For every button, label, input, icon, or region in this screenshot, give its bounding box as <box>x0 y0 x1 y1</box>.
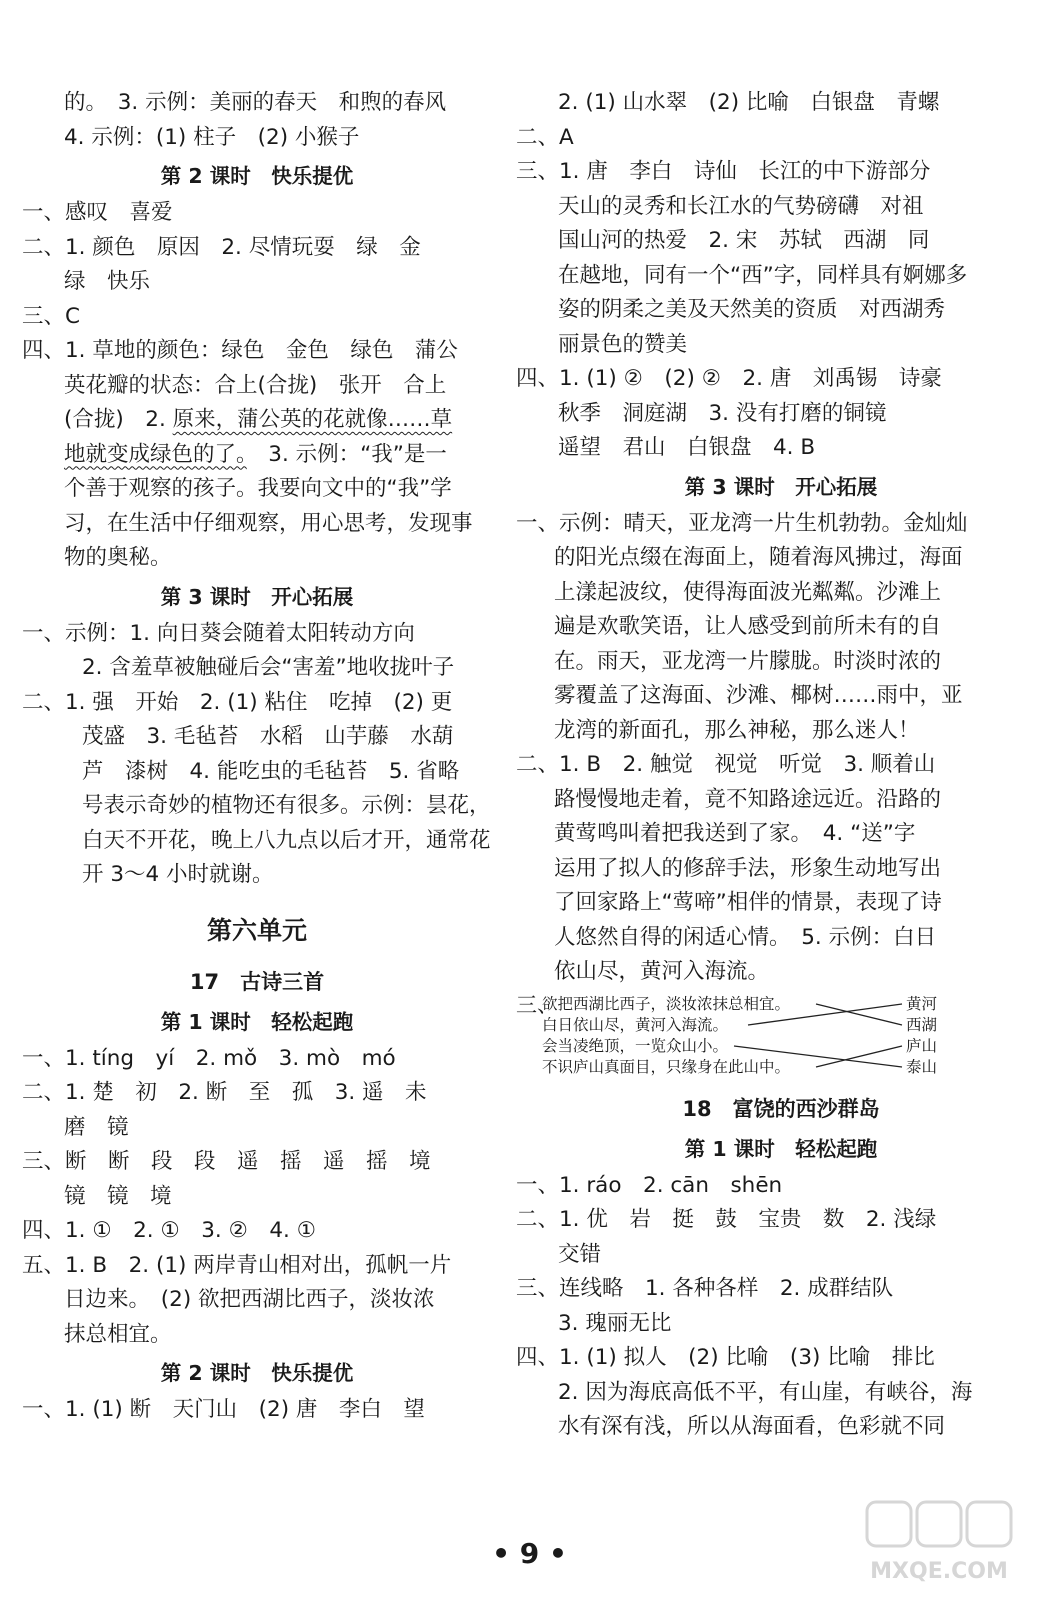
lesson-title: 18 富饶的西沙群岛 <box>682 1096 880 1121</box>
section-heading: 第 1 课时 轻松起跑 <box>684 1136 878 1161</box>
text-line: 在越地，同有一个“西”字，同样具有婀娜多 <box>558 262 968 288</box>
text-line: 个善于观察的孩子。我要向文中的“我”学 <box>64 476 452 501</box>
text-line: 人悠然自得的闲适心情。 5. 示例：白日 <box>554 924 937 950</box>
text-line: 日边来。 (2) 欲把西湖比西子，淡妆浓 <box>64 1287 435 1312</box>
section-heading: 第 1 课时 轻松起跑 <box>160 1009 354 1034</box>
text-line: 二、1. 颜色 原因 2. 尽情玩耍 绿 金 <box>22 234 421 260</box>
text-line: 四、1. ① 2. ① 3. ② 4. ① <box>22 1218 316 1243</box>
page-number: • 9 • <box>492 1537 567 1570</box>
text-line: 天山的灵秀和长江水的气势磅礴 对祖 <box>558 193 924 219</box>
text-line: 三、C <box>22 303 81 329</box>
text-line: 姿的阴柔之美及天然美的资质 对西湖秀 <box>558 297 946 322</box>
watermark-logo <box>849 1494 1029 1594</box>
match-lines <box>516 992 956 1080</box>
text-line: 路慢慢地走着，竟不知路途远近。沿路的 <box>554 786 942 812</box>
text-line: 在。雨天，亚龙湾一片朦胧。时淡时浓的 <box>554 648 942 674</box>
text-span: 3. 示例：“我”是一 <box>246 441 447 467</box>
text-line: 一、示例：1. 向日葵会随着太阳转动方向 <box>22 620 415 646</box>
text-line: 三、连线略 1. 各种各样 2. 成群结队 <box>516 1276 894 1301</box>
text-line: 磨 镜 <box>64 1114 129 1140</box>
watermark-text: MXQE.COM <box>870 1559 1008 1584</box>
right-column <box>516 86 1046 1445</box>
text-line: 丽景色的赞美 <box>558 331 688 357</box>
wavy-underlined-answer: 地就变成绿色的了。 <box>64 441 247 467</box>
text-line: 了回家路上“莺啼”相伴的情景，表现了诗 <box>554 890 942 915</box>
match-line <box>816 1046 902 1067</box>
text-line: 一、1. tíng yí 2. mǒ 3. mò mó <box>22 1045 396 1071</box>
text-line: 2. 含羞草被触碰后会“害羞”地收拢叶子 <box>82 655 455 680</box>
text-line: 遥望 君山 白银盘 4. B <box>558 435 816 460</box>
text-line: 号表示奇妙的植物还有很多。示例：昙花， <box>82 793 491 818</box>
text-line: 二、A <box>516 124 574 150</box>
text-line: 英花瓣的状态：合上(合拢) 张开 合上 <box>64 372 447 398</box>
text-line: 习，在生活中仔细观察，用心思考，发现事 <box>64 510 473 536</box>
text-line: 开 3～4 小时就谢。 <box>82 862 274 887</box>
text-line: 一、感叹 喜爱 <box>22 200 173 225</box>
text-line: 三、1. 唐 李白 诗仙 长江的中下游部分 <box>516 159 931 184</box>
text-line: 二、1. 强 开始 2. (1) 粘住 吃掉 (2) 更 <box>22 689 453 715</box>
match-left-item: 白日依山尽，黄河入海流。 <box>542 1015 729 1034</box>
match-marker: 三、 <box>516 992 558 1017</box>
text-line: 黄莺鸣叫着把我送到了家。 4. “送”字 <box>554 821 916 846</box>
text-line: 龙湾的新面孔，那么神秘，那么迷人！ <box>554 717 920 743</box>
text-line: 的。 3. 示例：美丽的春天 和煦的春风 <box>64 90 447 115</box>
text-line: 茂盛 3. 毛毡苔 水稻 山芋藤 水葫 <box>82 724 454 749</box>
section-heading: 第 3 课时 开心拓展 <box>160 584 354 609</box>
text-line: 交错 <box>558 1241 602 1267</box>
match-left-item: 会当凌绝顶，一览众山小。 <box>542 1036 729 1055</box>
section-heading: 第 2 课时 快乐提优 <box>160 164 354 188</box>
text-line: 一、1. (1) 断 天门山 (2) 唐 李白 望 <box>22 1397 425 1422</box>
text-line: 物的奥秘。 <box>64 545 172 570</box>
section-heading: 第 3 课时 开心拓展 <box>684 474 878 499</box>
text-line: 运用了拟人的修辞手法，形象生动地写出 <box>554 855 942 881</box>
text-line: 2. 因为海底高低不平，有山崖，有峡谷，海 <box>558 1379 973 1405</box>
text-line: 秋季 洞庭湖 3. 没有打磨的铜镜 <box>558 400 887 426</box>
text-span: (合拢) 2. <box>64 407 173 432</box>
matching-exercise <box>516 992 1046 1080</box>
match-line <box>734 1046 902 1067</box>
text-line: 遍是欢歌笑语，让人感受到前所未有的自 <box>554 614 942 639</box>
left-column <box>22 86 492 1428</box>
text-line: 4. 示例：(1) 柱子 (2) 小猴子 <box>64 124 360 150</box>
text-line: 四、1. (1) ② (2) ② 2. 唐 刘禹锡 诗豪 <box>516 366 942 391</box>
text-line: 绿 快乐 <box>64 269 151 294</box>
match-left-item: 欲把西湖比西子，淡妆浓抹总相宜。 <box>542 994 791 1013</box>
match-right-item: 庐山 <box>906 1036 938 1055</box>
text-line: 二、1. B 2. 触觉 视觉 听觉 3. 顺着山 <box>516 752 936 777</box>
text-line: 抹总相宜。 <box>64 1321 172 1347</box>
text-line: 一、示例：晴天，亚龙湾一片生机勃勃。金灿灿 <box>516 510 968 536</box>
text-line: 一、1. ráo 2. cān shēn <box>516 1172 783 1198</box>
text-line: 依山尽，黄河入海流。 <box>554 959 770 984</box>
text-line: 二、1. 优 岩 挺 鼓 宝贵 数 2. 浅绿 <box>516 1207 937 1232</box>
text-line: 上漾起波纹，使得海面波光粼粼。沙滩上 <box>554 579 942 605</box>
text-line: 芦 漆树 4. 能吃虫的毛毡苔 5. 省略 <box>82 758 460 784</box>
unit-title: 第六单元 <box>206 915 307 945</box>
match-left-item: 不识庐山真面目，只缘身在此山中。 <box>542 1057 791 1076</box>
text-line <box>22 403 492 438</box>
text-line: 二、1. 楚 初 2. 断 至 孤 3. 遥 未 <box>22 1080 427 1105</box>
lesson-title: 17 古诗三首 <box>189 969 325 994</box>
text-line: 五、1. B 2. (1) 两岸青山相对出，孤帆一片 <box>22 1252 452 1278</box>
section-heading: 第 2 课时 快乐提优 <box>160 1361 354 1385</box>
text-line: 三、断 断 段 段 遥 摇 遥 摇 境 <box>22 1149 431 1174</box>
match-line <box>748 1004 902 1025</box>
text-line: 四、1. (1) 拟人 (2) 比喻 (3) 比喻 排比 <box>516 1345 935 1370</box>
match-right-item: 西湖 <box>906 1015 938 1034</box>
text-line: 2. (1) 山水翠 (2) 比喻 白银盘 青螺 <box>558 90 940 115</box>
text-line: 镜 镜 境 <box>64 1183 172 1209</box>
text-line: 3. 瑰丽无比 <box>558 1310 672 1336</box>
text-line <box>22 438 492 473</box>
wavy-underlined-answer: 原来，蒲公英的花就像……草 <box>172 407 453 432</box>
text-line: 的阳光点缀在海面上，随着海风拂过，海面 <box>554 545 963 570</box>
match-right-item: 泰山 <box>906 1057 938 1076</box>
text-line: 雾覆盖了这海面、沙滩、椰树……雨中，亚 <box>554 683 963 708</box>
text-line: 国山河的热爱 2. 宋 苏轼 西湖 同 <box>558 228 930 253</box>
text-line: 白天不开花，晚上八九点以后才开，通常花 <box>82 827 491 853</box>
text-line: 四、1. 草地的颜色：绿色 金色 绿色 蒲公 <box>22 338 458 363</box>
match-right-item: 黄河 <box>906 994 938 1013</box>
text-line: 水有深有浅，所以从海面看，色彩就不同 <box>558 1414 946 1439</box>
